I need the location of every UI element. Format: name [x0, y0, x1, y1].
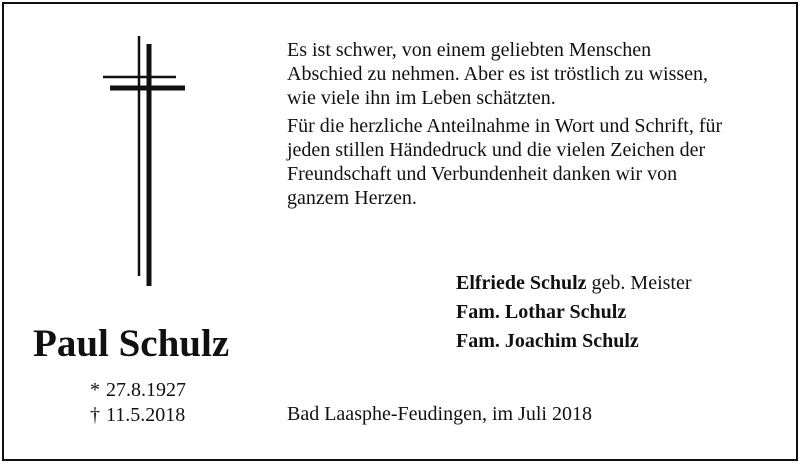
- signature-line: [456, 298, 786, 327]
- signature-line: [456, 327, 786, 356]
- birth-row: [90, 378, 186, 403]
- poem-paragraph-1: [287, 38, 787, 110]
- death-symbol: †: [90, 404, 100, 426]
- signature-line: [456, 269, 786, 298]
- poem-line: ganzem Herzen.: [287, 187, 417, 209]
- signature-name: Elfriede Schulz: [456, 272, 587, 294]
- poem-line: Es ist schwer, von einem geliebten Menschen: [287, 39, 652, 61]
- birth-symbol: *: [90, 379, 100, 401]
- poem-line: Abschied zu nehmen. Aber es ist tröstlich zu wissen,: [287, 63, 709, 85]
- poem-line: jeden stillen Händedruck und die vielen Zeichen der: [287, 139, 706, 161]
- poem-paragraph-2: [287, 114, 787, 210]
- death-date: 11.5.2018: [106, 404, 186, 426]
- place-and-date: Bad Laasphe-Feudingen, im Juli 2018: [287, 403, 592, 425]
- signature-name: Fam. Lothar Schulz: [456, 301, 627, 323]
- birth-date: 27.8.1927: [106, 379, 186, 401]
- poem-line: Für die herzliche Anteilnahme in Wort und Schrift, für: [287, 115, 723, 137]
- deceased-name: Paul Schulz: [33, 322, 230, 365]
- death-row: [90, 403, 186, 428]
- poem-line: Freundschaft und Verbundenheit danken wir von: [287, 163, 678, 185]
- life-dates: [90, 378, 186, 428]
- signature-suffix: geb. Meister: [586, 272, 692, 294]
- family-signatures: [456, 269, 786, 356]
- memorial-text: [287, 38, 787, 210]
- signature-name: Fam. Joachim Schulz: [456, 330, 639, 352]
- poem-line: wie viele ihn im Leben schätzten.: [287, 87, 556, 109]
